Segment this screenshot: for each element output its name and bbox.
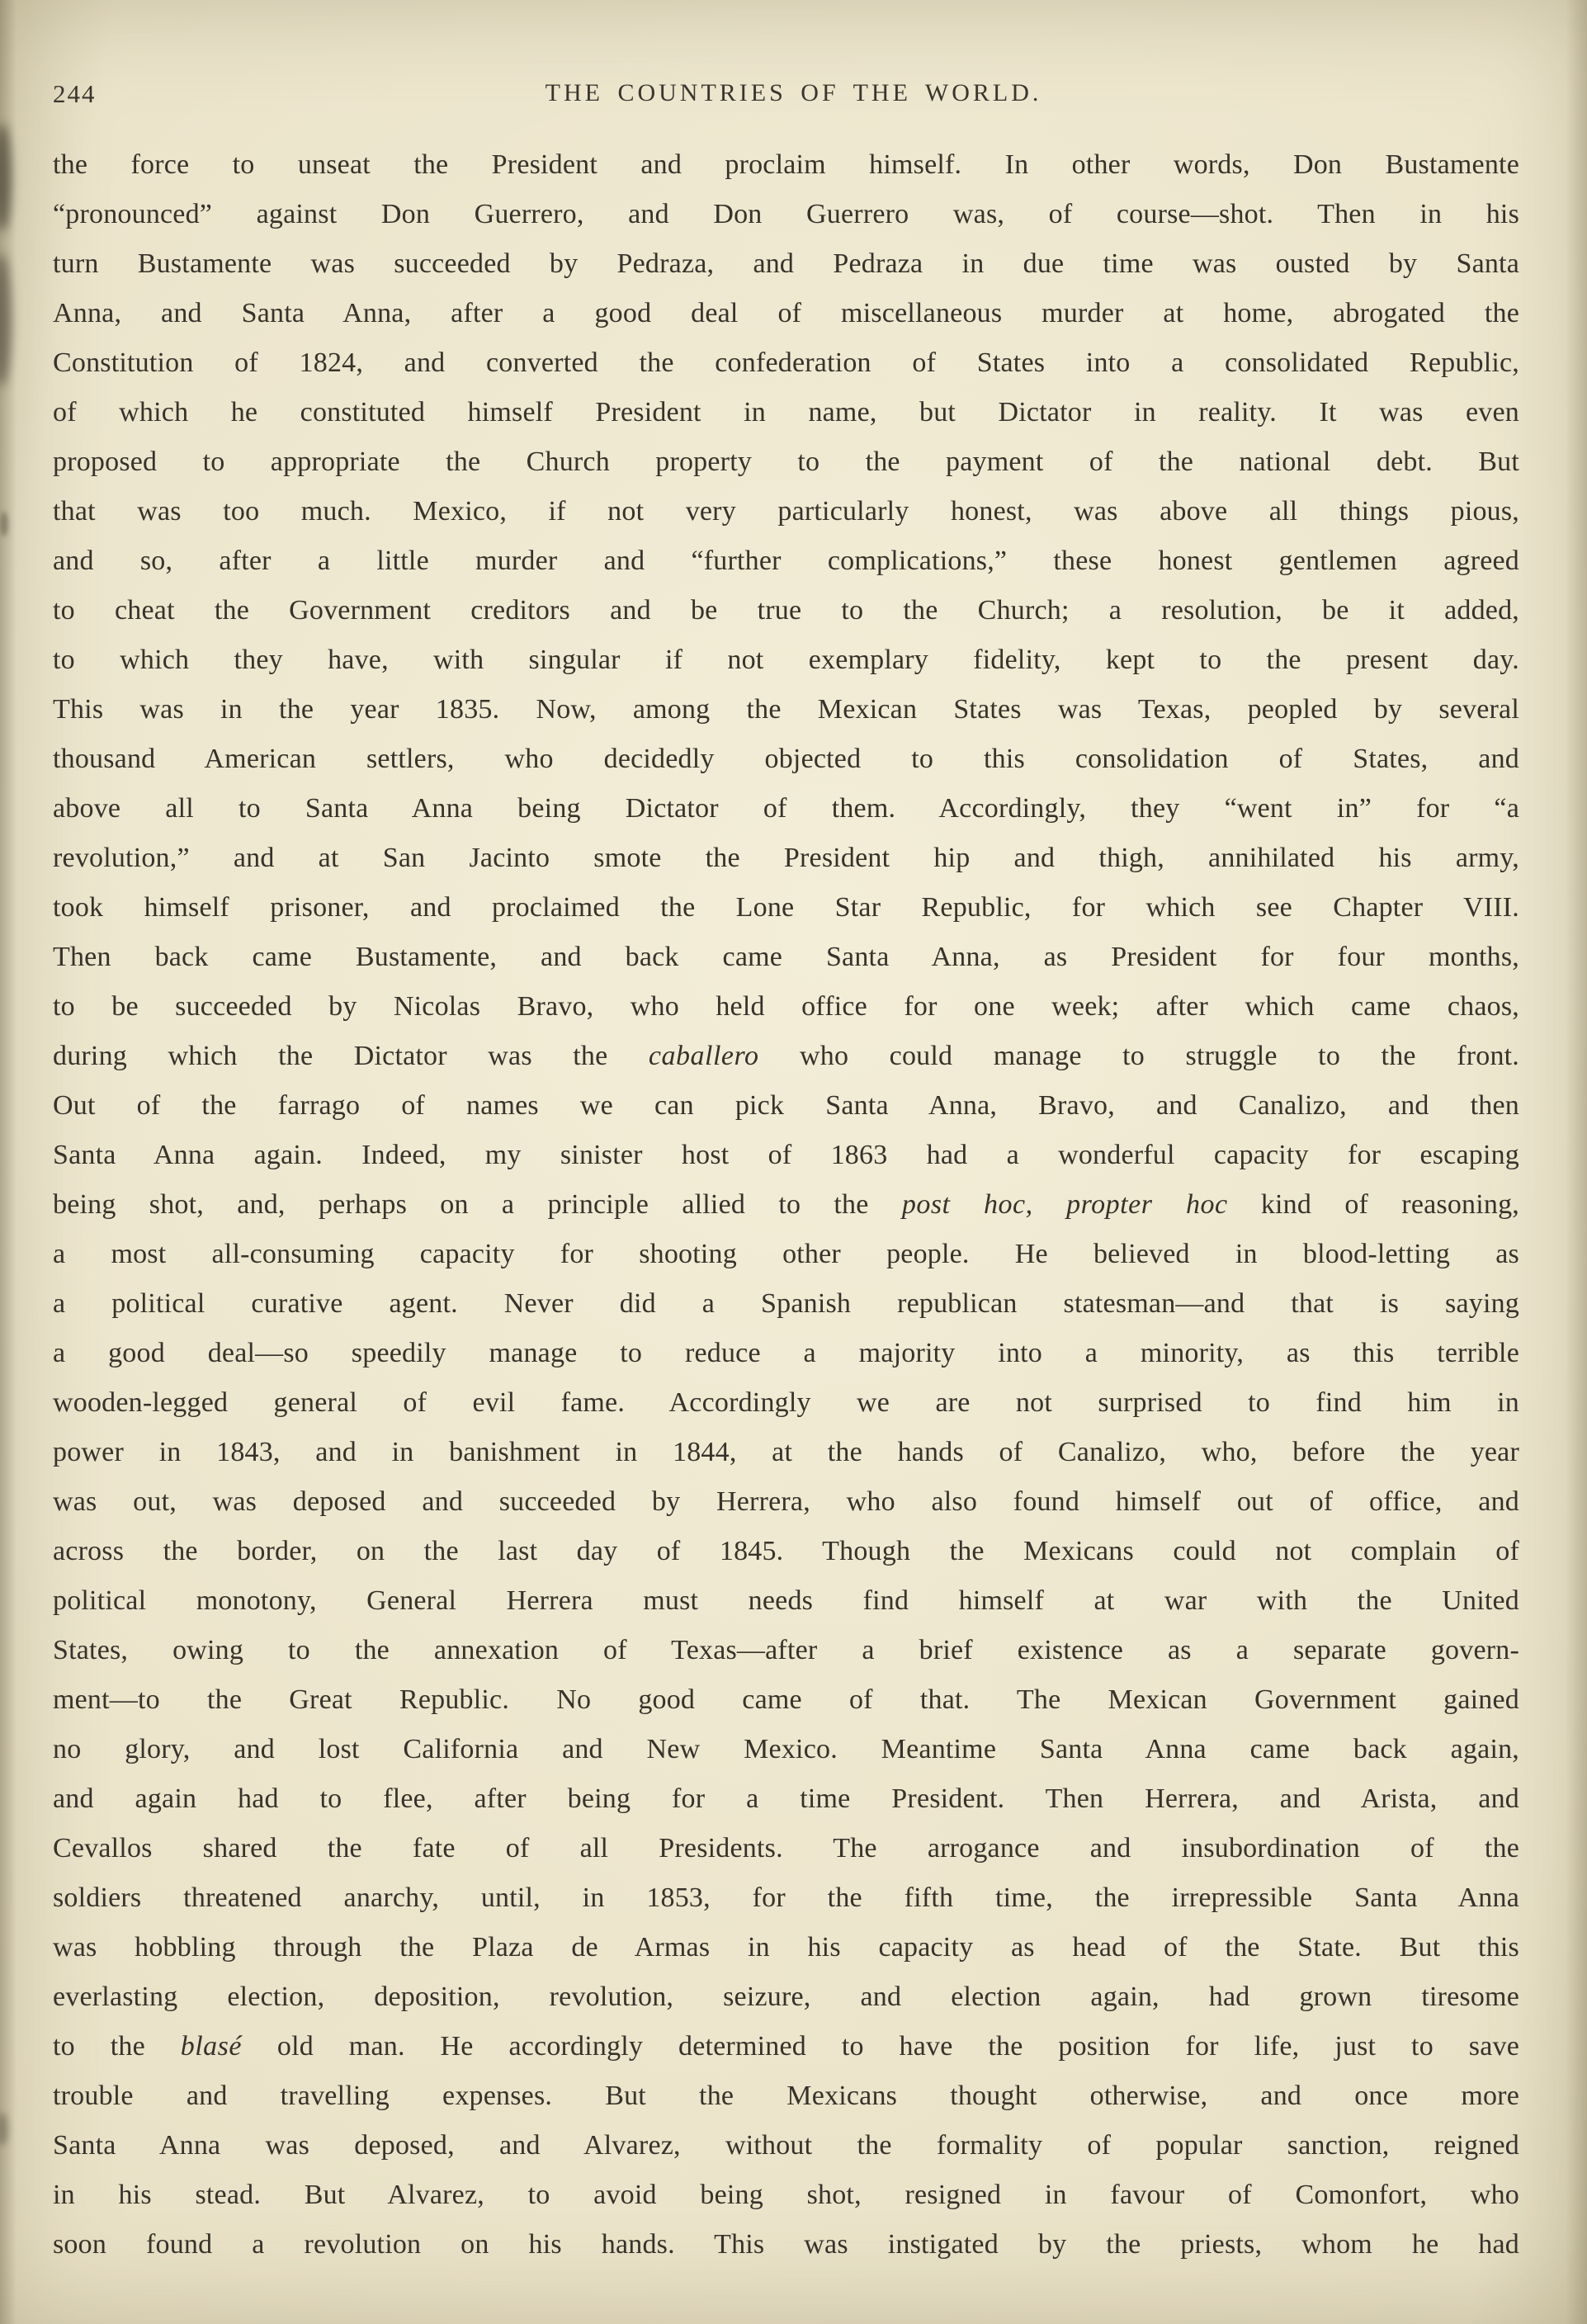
text-line: trouble and travelling expenses. But the Mexicans thought otherwise, and once more xyxy=(53,2081,1519,2111)
text-line: that was too much. Mexico, if not very particularly honest, was above all things pious, xyxy=(53,496,1519,527)
text-line: was out, was deposed and succeeded by Herrera, who also found himself out of office, and xyxy=(53,1486,1519,1517)
text-line: turn Bustamente was succeeded by Pedraza, and Pedraza in due time was ousted by Santa xyxy=(53,248,1519,279)
text-line: and again had to flee, after being for a time President. Then Herrera, and Arista, and xyxy=(53,1783,1519,1814)
text-line: to cheat the Government creditors and be true to the Church; a resolution, be it added, xyxy=(53,595,1519,626)
text-line: power in 1843, and in banishment in 1844, at the hands of Canalizo, who, before the year xyxy=(53,1437,1519,1467)
page-number: 244 xyxy=(53,79,97,108)
text-line: Santa Anna was deposed, and Alvarez, without the formality of popular sanction, reigned xyxy=(53,2130,1519,2161)
text-line: States, owing to the annexation of Texas—after a brief existence as a separate govern- xyxy=(53,1635,1519,1665)
text-line: Constitution of 1824, and converted the confederation of States into a consolidated Republic, xyxy=(53,347,1519,378)
text-line: political monotony, General Herrera must needs find himself at war with the United xyxy=(53,1585,1519,1616)
text-line: across the border, on the last day of 1845. Though the Mexicans could not complain of xyxy=(53,1536,1519,1566)
text-line: a good deal—so speedily manage to reduce a majority into a minority, as this terrible xyxy=(53,1338,1519,1368)
page-text xyxy=(0,140,1587,2270)
text-line: was hobbling through the Plaza de Armas in his capacity as head of the State. But this xyxy=(53,1932,1519,1963)
text-line: proposed to appropriate the Church property to the payment of the national debt. But xyxy=(53,446,1519,477)
text-line: Out of the farrago of names we can pick Santa Anna, Bravo, and Canalizo, and then xyxy=(53,1090,1519,1121)
running-head: THE COUNTRIES OF THE WORLD. xyxy=(545,79,1042,106)
text-line: to the blasé old man. He accordingly determined to have the position for life, just to save xyxy=(53,2031,1519,2062)
text-line: “pronounced” against Don Guerrero, and Don Guerrero was, of course—shot. Then in his xyxy=(53,199,1519,229)
text-line: This was in the year 1835. Now, among the Mexican States was Texas, peopled by several xyxy=(53,694,1519,725)
text-line: took himself prisoner, and proclaimed the Lone Star Republic, for which see Chapter VIII. xyxy=(53,892,1519,923)
text-line: Santa Anna again. Indeed, my sinister host of 1863 had a wonderful capacity for escaping xyxy=(53,1140,1519,1170)
text-line: of which he constituted himself President in name, but Dictator in reality. It was even xyxy=(53,397,1519,427)
text-line: everlasting election, deposition, revolution, seizure, and election again, had grown tiresome xyxy=(53,1982,1519,2012)
text-line: Then back came Bustamente, and back came Santa Anna, as President for four months, xyxy=(53,942,1519,972)
text-line: a political curative agent. Never did a Spanish republican statesman—and that is saying xyxy=(53,1288,1519,1319)
text-line: in his stead. But Alvarez, to avoid being shot, resigned in favour of Comonfort, who xyxy=(53,2180,1519,2210)
text-line: the force to unseat the President and proclaim himself. In other words, Don Bustamente xyxy=(53,149,1519,180)
text-line: to which they have, with singular if not exemplary fidelity, kept to the present day. xyxy=(53,645,1519,675)
text-line: no glory, and lost California and New Mexico. Meantime Santa Anna came back again, xyxy=(53,1734,1519,1764)
text-line: revolution,” and at San Jacinto smote the President hip and thigh, annihilated his army, xyxy=(53,843,1519,873)
text-line: wooden-legged general of evil fame. Accordingly we are not surprised to find him in xyxy=(53,1387,1519,1418)
text-line: ment—to the Great Republic. No good came of that. The Mexican Government gained xyxy=(53,1684,1519,1715)
text-line: during which the Dictator was the caballero who could manage to struggle to the front. xyxy=(53,1041,1519,1071)
text-line: Cevallos shared the fate of all Presidents. The arrogance and insubordination of the xyxy=(53,1833,1519,1863)
text-line: soldiers threatened anarchy, until, in 1853, for the fifth time, the irrepressible Santa Anna xyxy=(53,1882,1519,1913)
text-line: and so, after a little murder and “further complications,” these honest gentlemen agreed xyxy=(53,546,1519,576)
text-line: soon found a revolution on his hands. This was instigated by the priests, whom he had xyxy=(53,2229,1519,2260)
text-line: thousand American settlers, who decidedly objected to this consolidation of States, and xyxy=(53,744,1519,774)
text-line: above all to Santa Anna being Dictator of them. Accordingly, they “went in” for “a xyxy=(53,793,1519,824)
text-line: being shot, and, perhaps on a principle allied to the post hoc, propter hoc kind of reasoning, xyxy=(53,1189,1519,1220)
text-line: Anna, and Santa Anna, after a good deal of miscellaneous murder at home, abrogated the xyxy=(53,298,1519,328)
text-line: a most all-consuming capacity for shooting other people. He believed in blood-letting as xyxy=(53,1239,1519,1269)
page-header xyxy=(0,0,1587,119)
text-line: to be succeeded by Nicolas Bravo, who held office for one week; after which came chaos, xyxy=(53,991,1519,1022)
